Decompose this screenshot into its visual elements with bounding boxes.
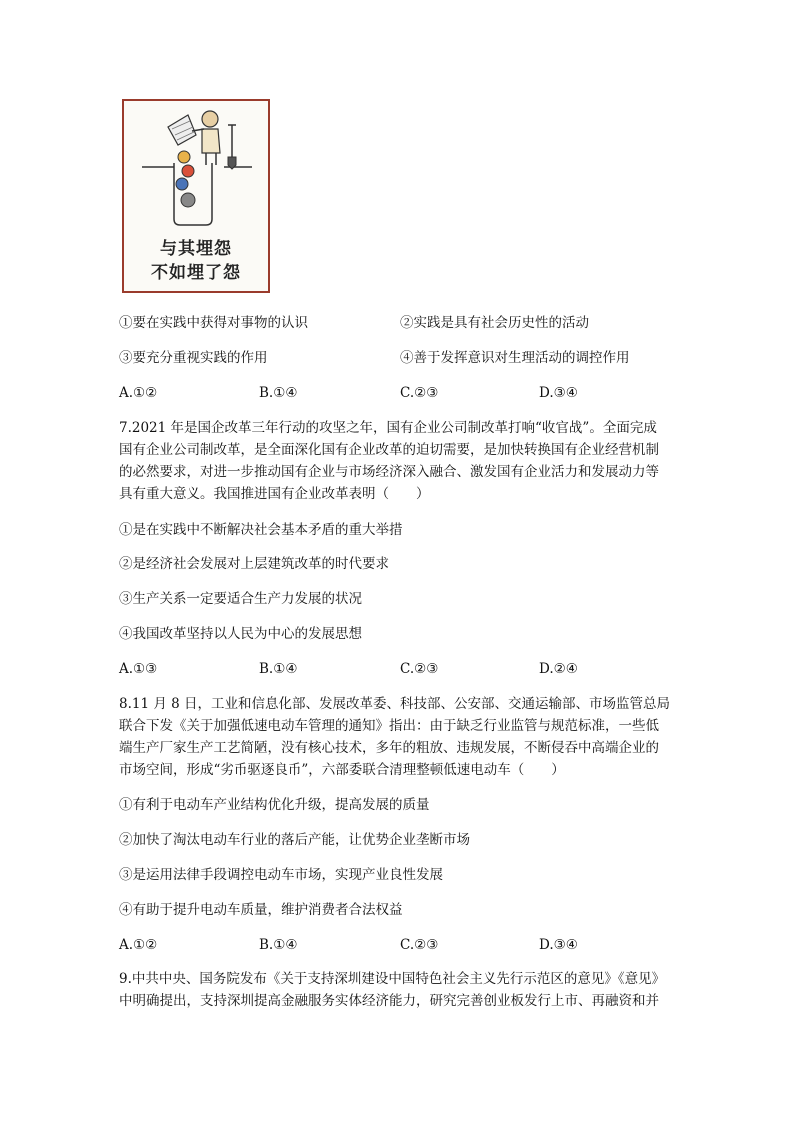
q6-statement-1: ①要在实践中获得对事物的认识 bbox=[119, 315, 308, 331]
q8-option-b[interactable]: B.①④ bbox=[259, 937, 298, 953]
q7-stem bbox=[119, 417, 679, 505]
q6-option-b[interactable]: B.①④ bbox=[259, 385, 298, 401]
q8-statement-3: ③是运用法律手段调控电动车市场，实现产业良性发展 bbox=[119, 867, 443, 883]
q8-option-c[interactable]: C.②③ bbox=[400, 937, 439, 953]
q8-stem bbox=[119, 693, 679, 781]
q7-statement-4: ④我国改革坚持以人民为中心的发展思想 bbox=[119, 626, 362, 642]
q7-stem-line: 国有企业公司制改革，是全面深化国有企业改革的迫切需要，是加快转换国有企业经营机制 bbox=[119, 442, 659, 458]
q7-statement-3: ③生产关系一定要适合生产力发展的状况 bbox=[119, 591, 362, 607]
q6-option-d[interactable]: D.③④ bbox=[539, 385, 578, 401]
cartoon-caption-line2: 不如埋了怨 bbox=[151, 263, 241, 283]
q6-statement-2: ②实践是具有社会历史性的活动 bbox=[400, 315, 589, 331]
q6-option-c[interactable]: C.②③ bbox=[400, 385, 439, 401]
q7-statement-1: ①是在实践中不断解决社会基本矛盾的重大举措 bbox=[119, 522, 403, 538]
q8-stem-line: 联合下发《关于加强低速电动车管理的通知》指出：由于缺乏行业监管与规范标准，一些低 bbox=[119, 718, 659, 734]
q8-option-a[interactable]: A.①② bbox=[119, 937, 158, 953]
q8-stem-line: 8.11 月 8 日，工业和信息化部、发展改革委、科技部、公安部、交通运输部、市场监管总局 bbox=[119, 696, 671, 712]
q7-stem-line: 的必然要求，对进一步推动国有企业与市场经济深入融合、激发国有企业活力和发展动力等 bbox=[119, 464, 659, 480]
q7-option-c[interactable]: C.②③ bbox=[400, 661, 439, 677]
q8-statement-2: ②加快了淘汰电动车行业的落后产能，让优势企业垄断市场 bbox=[119, 832, 470, 848]
q8-stem-line: 市场空间，形成“劣币驱逐良币”，六部委联合清理整顿低速电动车（ ） bbox=[119, 762, 565, 778]
q9-stem bbox=[119, 968, 679, 1012]
q9-stem-line: 中明确提出，支持深圳提高金融服务实体经济能力，研究完善创业板发行上市、再融资和并 bbox=[119, 993, 659, 1009]
q7-stem-line: 具有重大意义。我国推进国有企业改革表明（ ） bbox=[119, 486, 430, 502]
q9-stem-line: 9.中共中央、国务院发布《关于支持深圳建设中国特色社会主义先行示范区的意见》《意见》 bbox=[119, 971, 666, 987]
q6-statement-4: ④善于发挥意识对生理活动的调控作用 bbox=[400, 350, 630, 366]
q8-statement-4: ④有助于提升电动车质量，维护消费者合法权益 bbox=[119, 902, 403, 918]
q8-statement-1: ①有利于电动车产业结构优化升级，提高发展的质量 bbox=[119, 797, 430, 813]
q7-stem-line: 7.2021 年是国企改革三年行动的攻坚之年，国有企业公司制改革打响“收官战”。全面完成 bbox=[119, 420, 657, 436]
q7-statement-2: ②是经济社会发展对上层建筑改革的时代要求 bbox=[119, 556, 389, 572]
q6-option-a[interactable]: A.①② bbox=[119, 385, 158, 401]
q8-option-d[interactable]: D.③④ bbox=[539, 937, 578, 953]
cartoon-caption-line1: 与其埋怨 bbox=[160, 239, 232, 259]
q7-option-d[interactable]: D.②④ bbox=[539, 661, 578, 677]
q7-option-b[interactable]: B.①④ bbox=[259, 661, 298, 677]
cartoon-image bbox=[122, 99, 270, 293]
q8-stem-line: 端生产厂家生产工艺简陋，没有核心技术，多年的粗放、违规发展，不断侵吞中高端企业的 bbox=[119, 740, 659, 756]
q7-option-a[interactable]: A.①③ bbox=[119, 661, 158, 677]
q6-statement-3: ③要充分重视实践的作用 bbox=[119, 350, 268, 366]
